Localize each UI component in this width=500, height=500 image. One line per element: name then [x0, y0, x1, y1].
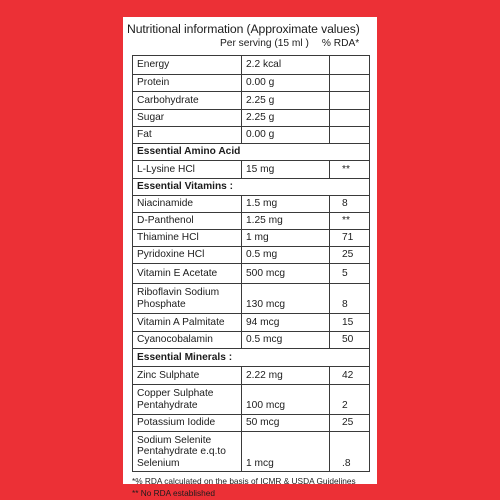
nutrient-row — [133, 384, 369, 414]
nutrient-amount: 1.25 mg — [242, 213, 330, 229]
per-serving-header: Per serving (15 ml ) — [220, 38, 309, 49]
nutrition-label — [123, 17, 377, 498]
nutrient-rda: 2 — [342, 399, 348, 411]
nutrient-row — [133, 74, 369, 91]
nutrient-rda: 50 — [342, 334, 354, 346]
label-title: Nutritional information (Approximate values) — [127, 22, 360, 36]
nutrient-name: Potassium Iodide — [133, 415, 242, 431]
nutrient-name: Protein — [133, 75, 242, 91]
nutrient-rda: 5 — [342, 267, 348, 279]
nutrient-name: Thiamine HCl — [133, 230, 242, 246]
nutrient-rda — [330, 110, 369, 126]
nutrient-rda: .8 — [342, 457, 351, 469]
nutrient-rda: ** — [342, 215, 350, 227]
nutrient-amount: 50 mcg — [242, 415, 330, 431]
nutrient-name: Pyridoxine HCl — [133, 247, 242, 263]
nutrient-row — [133, 366, 369, 384]
nutrient-row — [133, 263, 369, 283]
nutrient-row — [133, 246, 369, 263]
nutrient-amount: 0.00 g — [242, 127, 330, 143]
nutrient-amount: 100 mcg — [242, 385, 330, 414]
nutrient-rda: 8 — [342, 198, 348, 210]
nutrient-row — [133, 109, 369, 126]
nutrient-amount: 130 mcg — [242, 284, 330, 313]
nutrient-row — [133, 414, 369, 431]
section-title: Essential Minerals : — [137, 351, 233, 363]
nutrient-name: L-Lysine HCl — [133, 161, 242, 178]
nutrient-rda: 71 — [342, 232, 354, 244]
section-header-row — [133, 348, 369, 366]
nutrient-row — [133, 331, 369, 348]
nutrient-name: D-Panthenol — [133, 213, 242, 229]
nutrient-rda — [330, 92, 369, 109]
nutrient-rda — [330, 75, 369, 91]
nutrient-amount: 2.25 g — [242, 92, 330, 109]
nutrient-rda: ** — [342, 163, 350, 175]
nutrient-row — [133, 160, 369, 178]
nutrient-amount: 94 mcg — [242, 314, 330, 331]
nutrient-row — [133, 431, 369, 472]
nutrition-table — [132, 55, 370, 472]
nutrient-amount: 0.5 mg — [242, 247, 330, 263]
nutrient-name: Carbohydrate — [133, 92, 242, 109]
nutrient-amount: 2.22 mg — [242, 367, 330, 384]
nutrient-name: Cyanocobalamin — [133, 332, 242, 348]
nutrient-row — [133, 195, 369, 212]
nutrient-rda: 25 — [342, 249, 354, 261]
nutrient-rda — [330, 127, 369, 143]
nutrient-rda — [330, 56, 369, 74]
footnotes — [132, 476, 356, 499]
nutrient-amount: 0.00 g — [242, 75, 330, 91]
section-header-row — [133, 178, 369, 195]
column-headers — [220, 38, 359, 49]
section-title: Essential Amino Acid — [137, 146, 241, 158]
nutrient-row — [133, 56, 369, 74]
nutrient-name: Riboflavin Sodium Phosphate — [133, 284, 242, 313]
nutrient-name: Copper Sulphate Pentahydrate — [133, 385, 242, 414]
nutrient-row — [133, 212, 369, 229]
nutrient-row — [133, 91, 369, 109]
nutrient-amount: 15 mg — [242, 161, 330, 178]
nutrient-row — [133, 126, 369, 143]
nutrient-name: Zinc Sulphate — [133, 367, 242, 384]
nutrient-amount: 1.5 mg — [242, 196, 330, 212]
nutrient-row — [133, 283, 369, 313]
nutrient-name: Vitamin A Palmitate — [133, 314, 242, 331]
nutrient-name: Energy — [133, 56, 242, 74]
nutrient-name: Sugar — [133, 110, 242, 126]
nutrient-amount: 1 mcg — [242, 432, 330, 472]
footnote-no-rda: ** No RDA established — [132, 487, 216, 498]
nutrient-name: Sodium Selenite Pentahydrate e.q.to Selenium — [133, 432, 242, 472]
rda-header: % RDA* — [321, 38, 360, 49]
nutrient-rda: 42 — [342, 369, 354, 381]
nutrient-amount: 500 mcg — [242, 264, 330, 283]
nutrient-amount: 2.2 kcal — [242, 56, 330, 74]
nutrient-name: Niacinamide — [133, 196, 242, 212]
nutrient-rda: 25 — [342, 417, 354, 429]
nutrient-name: Vitamin E Acetate — [133, 264, 242, 283]
nutrient-rda: 8 — [342, 298, 348, 310]
footnote-rda-basis: *% RDA calculated on the basis of ICMR & USDA Guidelines — [132, 476, 356, 486]
nutrient-rda: 15 — [342, 316, 354, 328]
nutrient-amount: 2.25 g — [242, 110, 330, 126]
nutrient-name: Fat — [133, 127, 242, 143]
nutrient-amount: 0.5 mcg — [242, 332, 330, 348]
section-header-row — [133, 143, 369, 160]
section-title: Essential Vitamins : — [137, 181, 234, 193]
nutrient-row — [133, 229, 369, 246]
nutrient-amount: 1 mg — [242, 230, 330, 246]
nutrient-row — [133, 313, 369, 331]
